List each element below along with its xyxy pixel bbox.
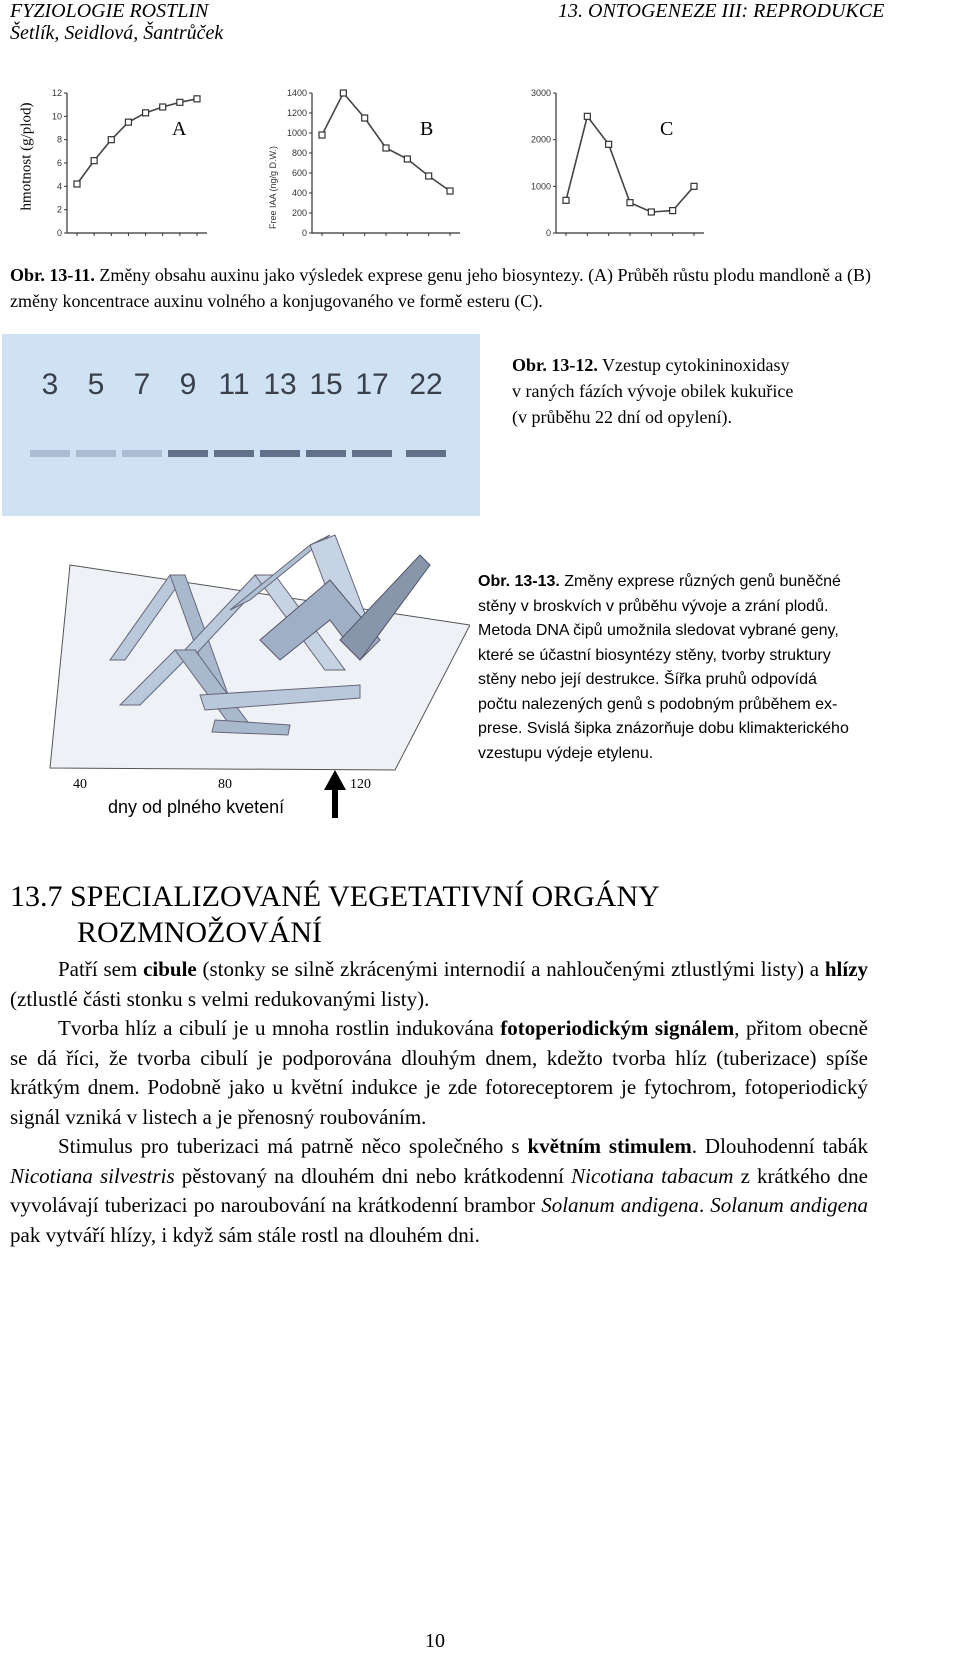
data-point <box>194 96 200 102</box>
chart-b-axis-label: Free IAA (ng/g D.W.) <box>268 145 278 229</box>
fig11-caption-bold: Obr. 13-11. <box>10 265 95 285</box>
fig13-caption-line: které se účastní biosyntézy stěny, tvorby struktury <box>478 646 831 664</box>
fig12-caption-line1: Vzestup cytokininoxidasy <box>597 355 790 375</box>
species-name: Solanum andigena <box>710 1193 868 1217</box>
header-chapter: 13. ONTOGENEZE III: REPRODUKCE <box>558 0 885 22</box>
y-tick-label: 2000 <box>530 134 551 145</box>
lane-label: 17 <box>355 368 389 401</box>
paragraph-3: Stimulus pro tuberizaci má patrně něco společného s květním stimulem. Dlouhodenní tabák Nicotiana silvestris pěstovaný na dlouhém dni nebo krátkodenní Nicotiana tabacum z krátkého dne vyvolávají tuberizaci po naroubování na krátkodenní brambor Solanum andigena. Solanum andigena pak vytváří hlízy, i když sám stále rostl na dlouhém dni. <box>10 1134 869 1247</box>
lane-label: 11 <box>218 368 250 401</box>
fig13-caption-line: prese. Svislá šipka znázorňuje dobu klimakterického <box>478 720 849 737</box>
data-point <box>691 183 697 189</box>
y-tick-label: 0 <box>56 228 62 238</box>
data-point <box>125 119 131 125</box>
species-name: Solanum andigena <box>541 1193 699 1217</box>
data-point <box>447 188 453 194</box>
lane-label: 7 <box>133 368 151 401</box>
gel-band <box>306 450 346 457</box>
gel-band <box>352 450 392 457</box>
fig12-caption <box>512 352 912 430</box>
section-body <box>10 955 868 1250</box>
data-point <box>108 137 114 143</box>
term-kvetni-stimul: květním stimulem <box>527 1134 692 1158</box>
y-tick-label: 4 <box>56 181 62 192</box>
fig11-ylabel-wrap <box>12 88 42 238</box>
lane-label: 13 <box>263 368 297 401</box>
y-tick-label: 6 <box>56 158 62 168</box>
gel-bands <box>2 334 480 516</box>
data-point <box>340 90 346 96</box>
fig13-caption-line: stěny v broskvích v průběhu vývoje a zrání plodů. <box>478 597 829 615</box>
y-tick-label: 1000 <box>530 181 551 192</box>
data-point <box>426 173 432 179</box>
y-tick-label: 200 <box>291 208 307 218</box>
fig13-caption-line: stěny nebo její destrukce. Šířka pruhů odpovídá <box>478 671 817 688</box>
header-authors: Šetlík, Seidlová, Šantrůček <box>10 22 224 44</box>
lane-label: 9 <box>179 368 197 401</box>
term-cibule: cibule <box>143 957 197 981</box>
ribbon-diagram <box>0 520 470 820</box>
data-point <box>143 110 149 116</box>
chart-b <box>268 85 468 245</box>
y-tick-label: 1000 <box>286 128 307 138</box>
panel-c-label: C <box>660 118 674 140</box>
paragraph-2: Tvorba hlíz a cibulí je u mnoha rostlin indukována fotoperiodickým signálem, přitom obecně se dá říci, že tvorba cibulí je podporována dlouhým dnem, kdežto tvorba hlíz (tuberizace) spíše krátkým dnem. Podobně jako u květní indukce je zde fotoreceptorem je fytochrom, fotoperiodický signál vzniká v listech a je přenosný roubováním. <box>10 1016 869 1129</box>
y-tick-label: 3000 <box>530 88 551 98</box>
data-point <box>91 158 97 164</box>
section-title-line1: 13.7 SPECIALIZOVANÉ VEGETATIVNÍ ORGÁNY <box>10 880 660 913</box>
gel-image <box>2 334 480 516</box>
gel-band <box>214 450 254 457</box>
fig12-caption-bold: Obr. 13-12. <box>512 355 598 375</box>
lane-label: 22 <box>409 368 443 401</box>
data-point <box>563 197 569 203</box>
gel-band <box>260 450 300 457</box>
chart-a <box>45 85 215 245</box>
fig13-xlabel: dny od plného kvetení <box>108 797 285 817</box>
ethylene-arrow-icon <box>322 770 348 820</box>
y-tick-label: 400 <box>291 188 307 198</box>
section-title-line2: ROZMNOŽOVÁNÍ <box>77 916 322 949</box>
lane-label: 3 <box>41 368 59 401</box>
gel-band <box>76 450 116 457</box>
data-point <box>319 132 325 138</box>
fig13-caption-bold: Obr. 13-13. <box>478 573 560 590</box>
data-point <box>606 141 612 147</box>
data-point <box>74 181 80 187</box>
fig12-caption-line2: v raných fázích vývoje obilek kukuřice <box>512 381 794 401</box>
panel-b-label: B <box>420 118 434 140</box>
y-tick-label: 600 <box>291 168 307 178</box>
fig11-ylabel: hmotnost (g/plod) <box>18 102 35 211</box>
data-point <box>383 145 389 151</box>
panel-a-label: A <box>172 118 187 140</box>
lane-label: 15 <box>309 368 343 401</box>
series-line <box>566 116 694 212</box>
data-point <box>648 209 654 215</box>
fig13-caption-line: Změny exprese různých genů buněčné <box>559 573 841 590</box>
fig12-caption-line3: (v průběhu 22 dní od opylení). <box>512 407 732 427</box>
y-tick-label: 800 <box>291 148 307 158</box>
header-title: FYZIOLOGIE ROSTLIN <box>10 0 209 22</box>
fig13-caption <box>478 570 938 766</box>
fig13-tick-40: 40 <box>73 777 87 792</box>
gel-band <box>30 450 70 457</box>
lane-label: 5 <box>87 368 105 401</box>
term-fotoperiodicky-signal: fotoperiodickým signálem <box>500 1016 735 1040</box>
term-hlizy: hlízy <box>824 957 869 981</box>
fig11-caption <box>10 262 890 314</box>
paragraph-1: Patří sem cibule (stonky se silně zkrácenými internodií a nahloučenými ztlustlými listy) a hlízy (ztlustlé části stonku s velmi redukovanými listy). <box>10 957 869 1011</box>
gel-band <box>122 450 162 457</box>
y-tick-label: 8 <box>56 134 62 145</box>
gel-band <box>406 450 446 457</box>
data-point <box>670 208 676 214</box>
y-tick-label: 1400 <box>286 88 307 98</box>
y-tick-label: 2 <box>56 204 62 215</box>
fig13-caption-line: Metoda DNA čipů umožnila sledovat vybrané geny, <box>478 622 839 639</box>
chart-c <box>512 85 712 245</box>
fig13-tick-80: 80 <box>218 777 232 792</box>
y-tick-label: 12 <box>51 88 62 98</box>
data-point <box>177 99 183 105</box>
page-number: 10 <box>425 1630 445 1652</box>
species-name: Nicotiana silvestris <box>10 1163 175 1188</box>
y-tick-label: 1200 <box>286 108 307 118</box>
fig13-caption-line: počtu nalezených genů s podobným průběhem ex- <box>478 695 838 713</box>
gel-band <box>168 450 208 457</box>
data-point <box>627 200 633 206</box>
y-tick-label: 0 <box>545 228 551 238</box>
species-name: Nicotiana tabacum <box>571 1163 734 1188</box>
data-point <box>160 104 166 110</box>
data-point <box>404 156 410 162</box>
y-tick-label: 0 <box>301 228 307 238</box>
data-point <box>362 115 368 121</box>
series-line <box>77 99 197 184</box>
fig13-tick-120: 120 <box>350 777 371 792</box>
fig13-caption-line: vzestupu výdeje etylenu. <box>478 744 654 762</box>
y-tick-label: 10 <box>51 111 62 122</box>
fig11-caption-text: Změny obsahu auxinu jako výsledek exprese genu jeho biosyntezy. (A) Průběh růstu plodu mandloně a (B) změny koncentrace auxinu volného a konjugovaného ve formě esteru (C). <box>10 265 872 311</box>
data-point <box>584 113 590 119</box>
